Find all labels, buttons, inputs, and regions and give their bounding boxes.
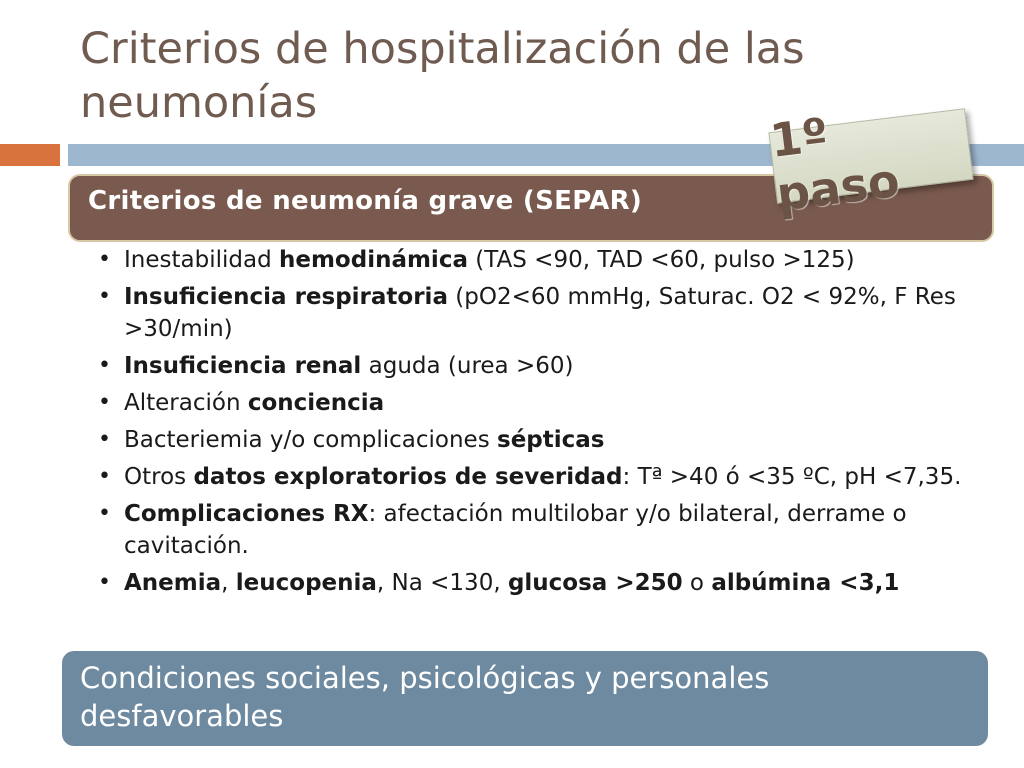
criteria-item	[96, 244, 976, 276]
criteria-item-text: (pO2<60 mmHg, Saturac. O2 < 92%, F Res >30/min)	[124, 284, 956, 342]
criteria-item	[96, 567, 976, 599]
criteria-item-bold-text: hemodinámica	[278, 247, 468, 273]
criteria-item-bold-text: Insuficiencia renal	[124, 353, 362, 379]
criteria-item-text: o	[682, 570, 712, 596]
criteria-item-bold-text: glucosa >250	[507, 570, 683, 596]
criteria-item-text: Otros	[124, 464, 194, 490]
criteria-item	[96, 498, 976, 562]
criteria-item-text: aguda (urea >60)	[361, 353, 574, 379]
criteria-list	[96, 244, 976, 604]
criteria-item-bold-text: albúmina <3,1	[711, 570, 900, 596]
criteria-item-bold-text: Complicaciones RX	[124, 501, 369, 527]
criteria-item-text: : afectación multilobar y/o bilateral, derrame o cavitación.	[124, 501, 907, 559]
criteria-item-text: ,	[221, 570, 236, 596]
criteria-item-bold-text: sépticas	[497, 427, 605, 453]
step-badge-text: 1º paso	[767, 107, 903, 222]
criteria-item-bold-text: leucopenia	[235, 570, 377, 596]
criteria-item-bold-text: Anemia	[124, 570, 222, 596]
criteria-item-text: Alteración	[124, 390, 248, 416]
criteria-item-text: Bacteriemia y/o complicaciones	[124, 427, 497, 453]
criteria-item	[96, 461, 976, 493]
criteria-item	[96, 424, 976, 456]
criteria-item-bold-text: conciencia	[247, 390, 385, 416]
criteria-item-bold-text: datos exploratorios de severidad	[193, 464, 623, 490]
criteria-item	[96, 281, 976, 345]
footer-box	[62, 651, 988, 746]
accent-bar-orange	[0, 144, 60, 166]
criteria-item-text: Inestabilidad	[124, 247, 279, 273]
slide-title: Criterios de hospitalización de las neumonías	[80, 24, 805, 128]
criteria-item-text: , Na <130,	[376, 570, 508, 596]
criteria-item-text: (TAS <90, TAD <60, pulso >125)	[467, 247, 855, 273]
criteria-item-text: : Tª >40 ó <35 ºC, pH <7,35.	[622, 464, 962, 490]
criteria-item	[96, 387, 976, 419]
section-header-text: Criterios de neumonía grave (SEPAR)	[88, 186, 643, 216]
step-badge	[767, 107, 973, 222]
criteria-item	[96, 350, 976, 382]
criteria-item-bold-text: Insuficiencia respiratoria	[124, 284, 448, 310]
footer-text: Condiciones sociales, psicológicas y personales desfavorables	[80, 661, 770, 733]
